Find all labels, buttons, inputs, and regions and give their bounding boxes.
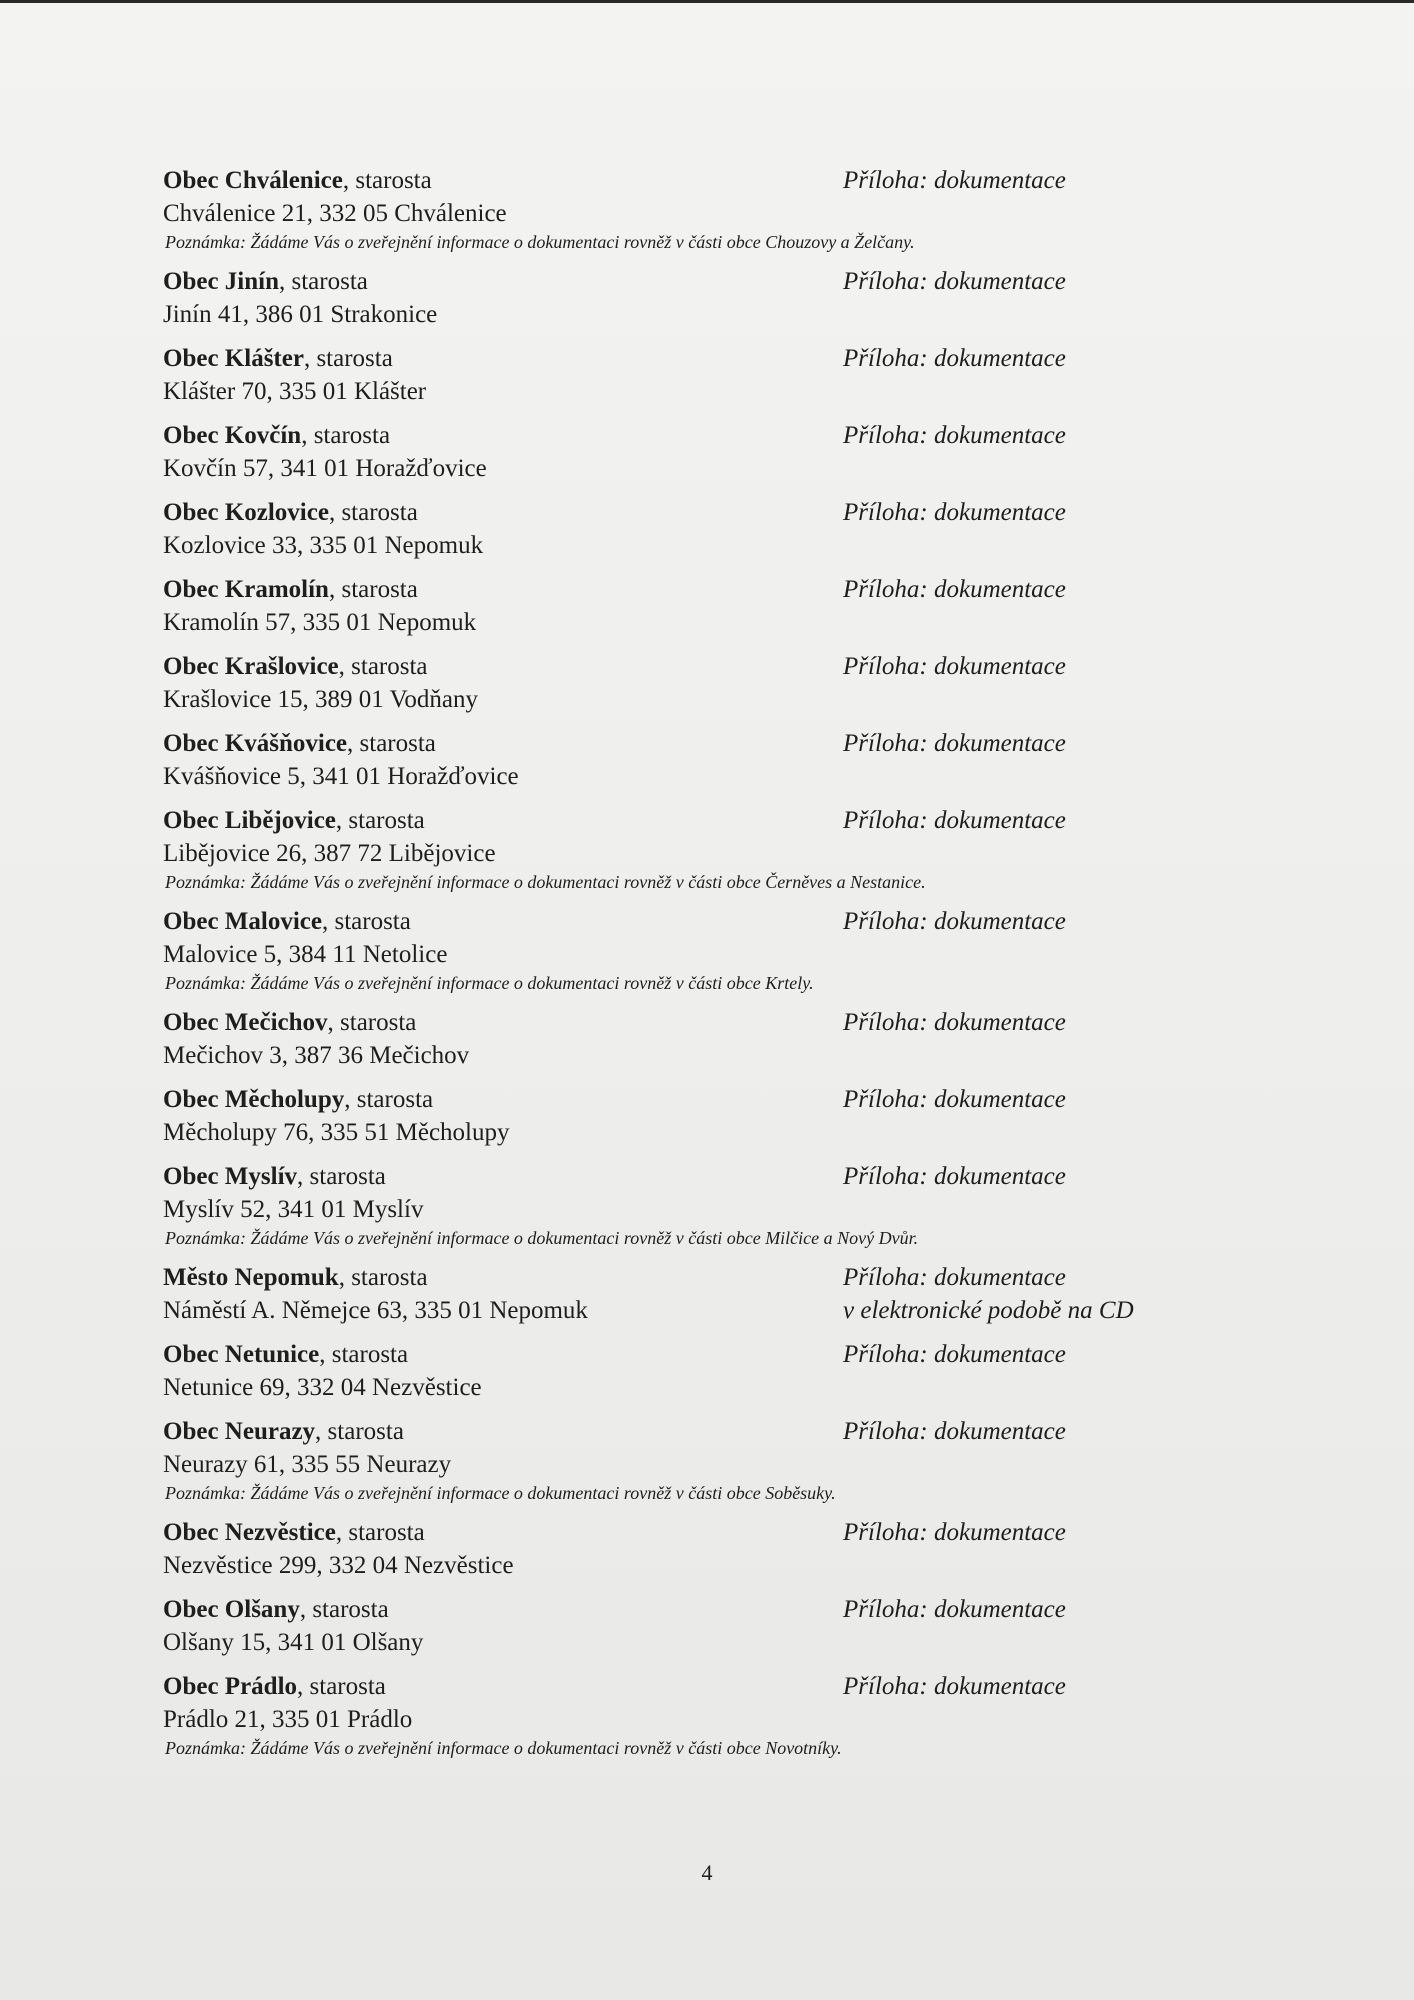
recipient-role: , starosta xyxy=(319,1341,409,1368)
recipient-municipality: Myslív xyxy=(224,1163,298,1190)
recipient-address-line xyxy=(163,606,1223,639)
recipient-address-line xyxy=(163,1371,1223,1404)
recipient-name: Obec xyxy=(163,1009,219,1036)
recipient-entry xyxy=(163,1160,1223,1250)
attachment-label: Příloha: dokumentace xyxy=(843,1009,1066,1036)
recipient-role: , starosta xyxy=(303,345,393,372)
recipient-name: Obec xyxy=(163,908,219,935)
recipient-municipality: Klášter xyxy=(224,345,304,372)
recipient-note: Poznámka: Žádáme Vás o zveřejnění informace o dokumentaci rovněž v části obce Milčice a Nový Dvůr. xyxy=(165,1228,919,1248)
attachment-label: Příloha: dokumentace xyxy=(843,1418,1066,1445)
attachment-label: Příloha: dokumentace xyxy=(843,908,1066,935)
recipient-name: Obec xyxy=(163,1596,219,1623)
recipient-name: Obec xyxy=(163,422,219,449)
recipient-address: Neurazy 61, 335 55 Neurazy xyxy=(163,1451,452,1478)
recipient-entry xyxy=(163,1006,1223,1072)
recipient-address-line xyxy=(163,1626,1223,1659)
attachment-label: Příloha: dokumentace xyxy=(843,499,1066,526)
recipient-address: Kovčín 57, 341 01 Horažďovice xyxy=(163,455,487,482)
recipient-heading-line xyxy=(163,1083,1223,1116)
recipient-address-line xyxy=(163,760,1223,793)
recipient-entry xyxy=(163,804,1223,894)
recipient-municipality: Netunice xyxy=(224,1341,320,1368)
recipient-address: Klášter 70, 335 01 Klášter xyxy=(163,378,427,405)
recipient-name: Obec xyxy=(163,1163,219,1190)
recipient-address-line xyxy=(163,1549,1223,1582)
recipient-role: , starosta xyxy=(342,167,432,194)
recipient-address-line xyxy=(163,375,1223,408)
recipient-heading-line xyxy=(163,164,1223,197)
recipient-name: Obec xyxy=(163,1086,219,1113)
attachment-label: Příloha: dokumentace xyxy=(843,1086,1066,1113)
recipient-address-line xyxy=(163,197,1223,230)
recipient-heading-line xyxy=(163,265,1223,298)
recipient-address: Mečichov 3, 387 36 Mečichov xyxy=(163,1042,470,1069)
recipient-entry xyxy=(163,265,1223,331)
attachment-label: Příloha: dokumentace xyxy=(843,1673,1066,1700)
recipient-address: Libějovice 26, 387 72 Libějovice xyxy=(163,840,496,867)
recipient-role: , starosta xyxy=(327,1009,417,1036)
recipient-address-line xyxy=(163,452,1223,485)
recipient-heading-line xyxy=(163,1516,1223,1549)
attachment-label: Příloha: dokumentace xyxy=(843,167,1066,194)
recipient-address: Malovice 5, 384 11 Netolice xyxy=(163,941,448,968)
recipient-address: Náměstí A. Němejce 63, 335 01 Nepomuk xyxy=(163,1297,588,1324)
recipient-role: , starosta xyxy=(315,1418,404,1445)
recipient-municipality: Malovice xyxy=(224,908,322,935)
recipient-role: , starosta xyxy=(299,1596,389,1623)
recipient-entry xyxy=(163,650,1223,716)
recipient-municipality: Prádlo xyxy=(224,1673,298,1700)
recipient-address-line xyxy=(163,1116,1223,1149)
recipient-entry xyxy=(163,419,1223,485)
recipient-role: , starosta xyxy=(335,1519,425,1546)
recipient-name: Město xyxy=(163,1264,229,1291)
recipient-municipality: Jinín xyxy=(224,268,279,295)
recipient-role: , starosta xyxy=(279,268,368,295)
recipient-address-line xyxy=(163,529,1223,562)
recipient-address-line xyxy=(163,1294,1223,1327)
recipient-role: , starosta xyxy=(297,1673,386,1700)
scan-top-edge xyxy=(0,0,1414,3)
recipient-address: Olšany 15, 341 01 Olšany xyxy=(163,1629,424,1656)
recipient-heading-line xyxy=(163,804,1223,837)
recipient-list xyxy=(163,164,1223,1771)
recipient-entry xyxy=(163,1593,1223,1659)
recipient-note: Poznámka: Žádáme Vás o zveřejnění informace o dokumentaci rovněž v části obce Chouzovy a Želčany. xyxy=(165,232,915,252)
recipient-municipality: Mečichov xyxy=(224,1009,328,1036)
recipient-role: , starosta xyxy=(301,422,391,449)
recipient-name: Obec xyxy=(163,576,219,603)
recipient-entry xyxy=(163,1083,1223,1149)
recipient-name: Obec xyxy=(163,1418,219,1445)
attachment-label: Příloha: dokumentace xyxy=(843,268,1066,295)
recipient-municipality: Neurazy xyxy=(224,1418,316,1445)
recipient-name: Obec xyxy=(163,807,219,834)
recipient-name: Obec xyxy=(163,653,219,680)
recipient-role: , starosta xyxy=(344,1086,434,1113)
recipient-note: Poznámka: Žádáme Vás o zveřejnění informace o dokumentaci rovněž v části obce Soběsuky. xyxy=(165,1483,836,1503)
recipient-heading-line xyxy=(163,419,1223,452)
recipient-address-line xyxy=(163,683,1223,716)
recipient-name: Obec xyxy=(163,730,219,757)
recipient-address: Kramolín 57, 335 01 Nepomuk xyxy=(163,609,477,636)
recipient-entry xyxy=(163,342,1223,408)
recipient-municipality: Kovčín xyxy=(224,422,302,449)
recipient-role: , starosta xyxy=(328,576,418,603)
attachment-label: Příloha: dokumentace xyxy=(843,730,1066,757)
recipient-name: Obec xyxy=(163,499,219,526)
recipient-entry xyxy=(163,905,1223,995)
recipient-municipality: Kramolín xyxy=(224,576,329,603)
attachment-label: Příloha: dokumentace xyxy=(843,1341,1066,1368)
recipient-entry xyxy=(163,1516,1223,1582)
recipient-municipality: Kvášňovice xyxy=(224,730,348,757)
recipient-entry xyxy=(163,164,1223,254)
recipient-heading-line xyxy=(163,1670,1223,1703)
recipient-role: , starosta xyxy=(321,908,411,935)
recipient-entry xyxy=(163,1415,1223,1505)
recipient-address-line xyxy=(163,1448,1223,1481)
recipient-entry xyxy=(163,1338,1223,1404)
recipient-municipality: Kozlovice xyxy=(224,499,329,526)
recipient-heading-line xyxy=(163,905,1223,938)
recipient-municipality: Nezvěstice xyxy=(224,1519,336,1546)
recipient-address: Nezvěstice 299, 332 04 Nezvěstice xyxy=(163,1552,514,1579)
recipient-role: , starosta xyxy=(328,499,418,526)
recipient-entry xyxy=(163,1261,1223,1327)
recipient-heading-line xyxy=(163,727,1223,760)
recipient-address-line xyxy=(163,938,1223,971)
recipient-name: Obec xyxy=(163,345,219,372)
attachment-label: Příloha: dokumentace xyxy=(843,807,1066,834)
recipient-municipality: Libějovice xyxy=(224,807,336,834)
recipient-address: Chválenice 21, 332 05 Chválenice xyxy=(163,200,507,227)
recipient-note: Poznámka: Žádáme Vás o zveřejnění informace o dokumentaci rovněž v části obce Černěves a Nestanice. xyxy=(165,872,926,892)
recipient-name: Obec xyxy=(163,1519,219,1546)
recipient-name: Obec xyxy=(163,1673,219,1700)
recipient-address: Prádlo 21, 335 01 Prádlo xyxy=(163,1706,413,1733)
attachment-detail: v elektronické podobě na CD xyxy=(843,1297,1134,1324)
recipient-municipality: Krašlovice xyxy=(224,653,339,680)
recipient-address: Kozlovice 33, 335 01 Nepomuk xyxy=(163,532,484,559)
recipient-address-line xyxy=(163,1703,1223,1736)
attachment-label: Příloha: dokumentace xyxy=(843,1596,1066,1623)
recipient-heading-line xyxy=(163,573,1223,606)
recipient-heading-line xyxy=(163,650,1223,683)
recipient-entry xyxy=(163,573,1223,639)
recipient-address: Měcholupy 76, 335 51 Měcholupy xyxy=(163,1119,510,1146)
attachment-label: Příloha: dokumentace xyxy=(843,653,1066,680)
recipient-address: Jinín 41, 386 01 Strakonice xyxy=(163,301,438,328)
recipient-heading-line xyxy=(163,1593,1223,1626)
attachment-label: Příloha: dokumentace xyxy=(843,422,1066,449)
recipient-address: Kvášňovice 5, 341 01 Horažďovice xyxy=(163,763,519,790)
recipient-role: , starosta xyxy=(338,1264,428,1291)
attachment-label: Příloha: dokumentace xyxy=(843,345,1066,372)
recipient-heading-line xyxy=(163,1338,1223,1371)
recipient-name: Obec xyxy=(163,268,219,295)
recipient-name: Obec xyxy=(163,1341,219,1368)
recipient-heading-line xyxy=(163,342,1223,375)
recipient-address-line xyxy=(163,837,1223,870)
attachment-label: Příloha: dokumentace xyxy=(843,576,1066,603)
recipient-heading-line xyxy=(163,1261,1223,1294)
attachment-label: Příloha: dokumentace xyxy=(843,1519,1066,1546)
recipient-address-line xyxy=(163,298,1223,331)
recipient-address: Krašlovice 15, 389 01 Vodňany xyxy=(163,686,479,713)
page-number: 4 xyxy=(701,1860,713,1885)
recipient-address: Myslív 52, 341 01 Myslív xyxy=(163,1196,424,1223)
recipient-municipality: Nepomuk xyxy=(234,1264,339,1291)
recipient-heading-line xyxy=(163,1160,1223,1193)
recipient-address-line xyxy=(163,1039,1223,1072)
recipient-note: Poznámka: Žádáme Vás o zveřejnění informace o dokumentaci rovněž v části obce Krtely. xyxy=(165,973,814,993)
recipient-heading-line xyxy=(163,496,1223,529)
recipient-role: , starosta xyxy=(297,1163,386,1190)
attachment-label: Příloha: dokumentace xyxy=(843,1264,1066,1291)
recipient-entry xyxy=(163,496,1223,562)
recipient-heading-line xyxy=(163,1006,1223,1039)
recipient-note: Poznámka: Žádáme Vás o zveřejnění informace o dokumentaci rovněž v části obce Novotníky. xyxy=(165,1738,842,1758)
recipient-address-line xyxy=(163,1193,1223,1226)
recipient-entry xyxy=(163,1670,1223,1760)
recipient-heading-line xyxy=(163,1415,1223,1448)
recipient-municipality: Chválenice xyxy=(224,167,343,194)
recipient-role: , starosta xyxy=(338,653,428,680)
recipient-name: Obec xyxy=(163,167,219,194)
recipient-address: Netunice 69, 332 04 Nezvěstice xyxy=(163,1374,482,1401)
attachment-label: Příloha: dokumentace xyxy=(843,1163,1066,1190)
recipient-entry xyxy=(163,727,1223,793)
recipient-role: , starosta xyxy=(347,730,436,757)
recipient-municipality: Měcholupy xyxy=(224,1086,345,1113)
recipient-municipality: Olšany xyxy=(224,1596,300,1623)
recipient-role: , starosta xyxy=(335,807,425,834)
